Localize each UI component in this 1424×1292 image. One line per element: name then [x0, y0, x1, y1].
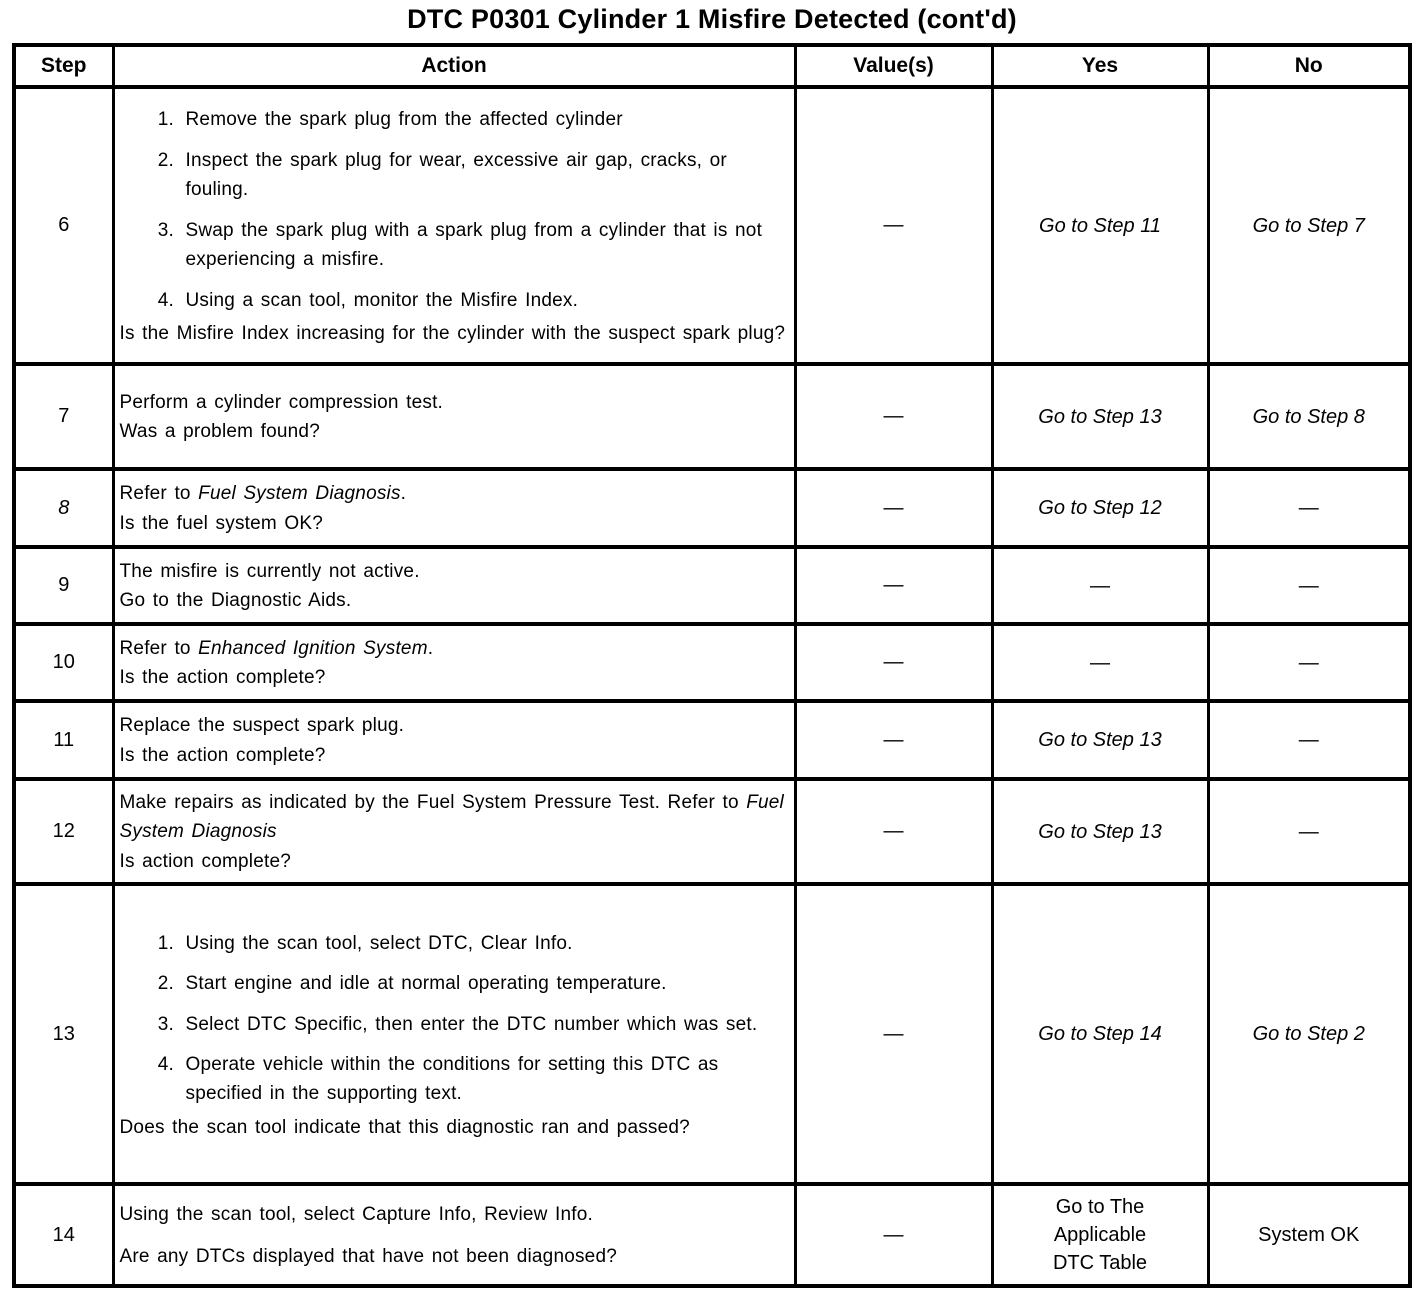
yes-cell-content [994, 566, 1207, 606]
goto-line: — [1298, 574, 1319, 597]
action-list [120, 929, 786, 1109]
value-cell [795, 364, 992, 469]
action-text: . [427, 637, 434, 659]
action-cell [113, 1184, 795, 1286]
no-cell [1208, 779, 1410, 884]
action-content [115, 629, 794, 697]
value-cell [795, 701, 992, 779]
action-question: Was a problem found? [119, 421, 320, 442]
action-cell [113, 364, 795, 469]
yes-cell [992, 1184, 1208, 1286]
action-cell [113, 624, 795, 701]
step-cell [14, 884, 113, 1184]
goto-line: — [1090, 574, 1110, 597]
table-row [14, 547, 1410, 624]
step-cell [14, 779, 113, 884]
column-header-values: Value(s) [795, 45, 992, 87]
step-number: 9 [58, 574, 70, 596]
action-text: Replace the suspect spark plug. [119, 715, 405, 737]
goto-line: Go to The [1055, 1196, 1145, 1218]
step-number: 11 [53, 728, 75, 751]
no-cell-content [1210, 488, 1409, 528]
column-header-step: Step [14, 45, 113, 87]
action-list-item: 2. Inspect the spark plug for wear, excessive air gap, cracks, or fouling. [182, 146, 786, 205]
value-cell [795, 469, 992, 547]
step-cell [14, 87, 113, 364]
no-cell-content [1210, 812, 1409, 852]
step-number: 10 [52, 651, 75, 673]
action-list-item: 4. Operate vehicle within the conditions for setting this DTC as specified in the supporting text. [182, 1050, 786, 1109]
yes-cell-content [994, 720, 1207, 760]
action-question: Is the Misfire Index increasing for the cylinder with the suspect spark plug? [119, 323, 786, 345]
action-list-item: 3. Swap the spark plug with a spark plug from a cylinder that is not experiencing a misfire. [182, 216, 786, 275]
goto-line: Go to Step 8 [1252, 405, 1365, 428]
goto-line: — [1298, 729, 1319, 751]
no-cell [1208, 624, 1410, 701]
action-cell [113, 547, 795, 624]
yes-cell [992, 701, 1208, 779]
yes-cell [992, 364, 1208, 469]
no-cell [1208, 884, 1410, 1184]
action-instructions [120, 103, 786, 319]
table-row [14, 87, 1410, 364]
action-list-item: 3. Select DTC Specific, then enter the DTC number which was set. [182, 1010, 786, 1039]
value-cell [795, 87, 992, 364]
goto-line: Go to Step 7 [1252, 214, 1365, 237]
step-number: 7 [58, 405, 70, 427]
action-question: Is the fuel system OK? [119, 512, 324, 534]
column-header-action: Action [113, 45, 795, 87]
goto-line: Go to Step 14 [1038, 1023, 1162, 1045]
no-cell [1208, 87, 1410, 364]
goto-line: — [1298, 651, 1319, 674]
action-cell [113, 469, 795, 547]
value-dash: — [883, 496, 904, 519]
goto-line: Go to Step 13 [1038, 820, 1162, 843]
table-header-row [14, 45, 1410, 87]
yes-cell-content [994, 206, 1207, 246]
step-cell [14, 547, 113, 624]
action-question: Is the action complete? [119, 744, 326, 766]
step-number: 14 [52, 1223, 75, 1246]
page-title: DTC P0301 Cylinder 1 Misfire Detected (cont'd) [407, 4, 1017, 34]
action-instructions [120, 1200, 786, 1229]
action-list-item: 1. Using the scan tool, select DTC, Clear Info. [182, 929, 786, 958]
action-instructions [120, 557, 786, 586]
action-content [115, 706, 794, 774]
goto-line: Go to Step 13 [1038, 729, 1162, 751]
yes-cell-content [994, 1187, 1207, 1283]
action-instructions [120, 711, 786, 740]
action-content [115, 98, 794, 352]
action-text: Refer to [119, 637, 199, 659]
action-paragraph [120, 388, 786, 417]
action-question: Are any DTCs displayed that have not been diagnosed? [119, 1245, 617, 1267]
action-text-italic: Fuel System Diagnosis [119, 791, 784, 843]
goto-line: — [1298, 820, 1319, 843]
action-instructions [120, 634, 786, 663]
action-text: Using the scan tool, select Capture Info, Review Info. [119, 1204, 594, 1226]
action-content [115, 1195, 794, 1275]
goto-line: Applicable [1053, 1224, 1147, 1246]
value-dash: — [883, 214, 904, 236]
action-list-item: 2. Start engine and idle at normal operating temperature. [182, 969, 786, 998]
action-paragraph [120, 1200, 786, 1229]
value-cell [795, 624, 992, 701]
value-cell [795, 779, 992, 884]
action-content [115, 474, 794, 542]
action-list-item: 1. Remove the spark plug from the affected cylinder [182, 105, 786, 134]
table-row [14, 884, 1410, 1184]
step-cell [14, 364, 113, 469]
table-row [14, 469, 1410, 547]
goto-line: Go to Step 13 [1038, 405, 1162, 428]
value-cell [795, 547, 992, 624]
goto-line: — [1090, 651, 1110, 674]
action-question: Is action complete? [119, 850, 291, 872]
goto-line: — [1298, 497, 1319, 519]
goto-line: System OK [1258, 1224, 1360, 1246]
action-text: Perform a cylinder compression test. [119, 391, 444, 413]
action-list-item: 4. Using a scan tool, monitor the Misfire Index. [182, 286, 786, 315]
no-cell-content [1210, 206, 1409, 246]
action-text: Make repairs as indicated by the Fuel System Pressure Test. Refer to [119, 791, 747, 813]
no-cell-content [1210, 1215, 1409, 1255]
goto-line: DTC Table [1052, 1252, 1148, 1274]
step-cell [14, 1184, 113, 1286]
value-cell [795, 884, 992, 1184]
no-cell [1208, 547, 1410, 624]
action-question: Is the action complete? [119, 667, 326, 688]
action-content [115, 552, 794, 620]
action-paragraph [120, 557, 786, 586]
table-row [14, 624, 1410, 701]
no-cell-content [1210, 566, 1409, 606]
yes-cell-content [994, 397, 1207, 437]
action-question: Go to the Diagnostic Aids. [119, 590, 352, 611]
action-text: Refer to [119, 483, 199, 505]
step-number: 12 [52, 820, 75, 842]
no-cell-content [1210, 720, 1409, 760]
dtc-diagnostic-table [12, 43, 1412, 1288]
no-cell-content [1210, 397, 1409, 437]
goto-line: Go to Step 2 [1252, 1023, 1365, 1045]
no-cell [1208, 364, 1410, 469]
action-content [115, 383, 794, 451]
step-cell [14, 469, 113, 547]
value-dash: — [883, 574, 904, 596]
no-cell [1208, 469, 1410, 547]
action-cell [113, 87, 795, 364]
action-text-italic: Fuel System Diagnosis [198, 483, 401, 505]
action-paragraph [120, 479, 786, 508]
no-cell-content [1210, 643, 1409, 683]
step-cell [14, 701, 113, 779]
action-instructions [120, 927, 786, 1113]
yes-cell [992, 87, 1208, 364]
column-header-yes: Yes [992, 45, 1208, 87]
value-dash: — [883, 1022, 904, 1045]
yes-cell-content [994, 1014, 1207, 1054]
value-dash: — [883, 651, 904, 673]
action-paragraph [120, 788, 786, 847]
yes-cell-content [994, 488, 1207, 528]
action-instructions [120, 788, 786, 847]
table-row [14, 779, 1410, 884]
table-row [14, 701, 1410, 779]
table-body [14, 87, 1410, 1286]
action-content [115, 783, 794, 880]
yes-cell [992, 884, 1208, 1184]
action-instructions [120, 479, 786, 508]
step-number: 13 [52, 1022, 75, 1045]
yes-cell-content [994, 812, 1207, 852]
value-dash: — [883, 820, 904, 842]
goto-line: Go to Step 12 [1038, 497, 1162, 519]
step-number: 8 [58, 496, 70, 519]
yes-cell [992, 779, 1208, 884]
table-row [14, 364, 1410, 469]
step-cell [14, 624, 113, 701]
table-row [14, 1184, 1410, 1286]
action-paragraph [120, 711, 786, 740]
value-dash: — [883, 405, 904, 427]
yes-cell [992, 624, 1208, 701]
action-paragraph [120, 634, 786, 663]
yes-cell [992, 469, 1208, 547]
no-cell [1208, 701, 1410, 779]
action-cell [113, 884, 795, 1184]
column-header-no: No [1208, 45, 1410, 87]
action-question: Does the scan tool indicate that this diagnostic ran and passed? [119, 1116, 690, 1138]
step-number: 6 [58, 214, 70, 236]
action-text-italic: Enhanced Ignition System [198, 637, 428, 659]
action-text: . [400, 483, 407, 505]
goto-line: Go to Step 11 [1039, 214, 1161, 237]
yes-cell-content [994, 643, 1207, 683]
value-dash: — [883, 728, 904, 751]
action-text: The misfire is currently not active. [119, 560, 420, 582]
action-list [120, 105, 786, 315]
action-content [115, 922, 794, 1147]
no-cell-content [1210, 1014, 1409, 1054]
action-instructions [120, 388, 786, 417]
yes-cell [992, 547, 1208, 624]
value-dash: — [883, 1223, 904, 1246]
action-cell [113, 701, 795, 779]
no-cell [1208, 1184, 1410, 1286]
action-cell [113, 779, 795, 884]
value-cell [795, 1184, 992, 1286]
